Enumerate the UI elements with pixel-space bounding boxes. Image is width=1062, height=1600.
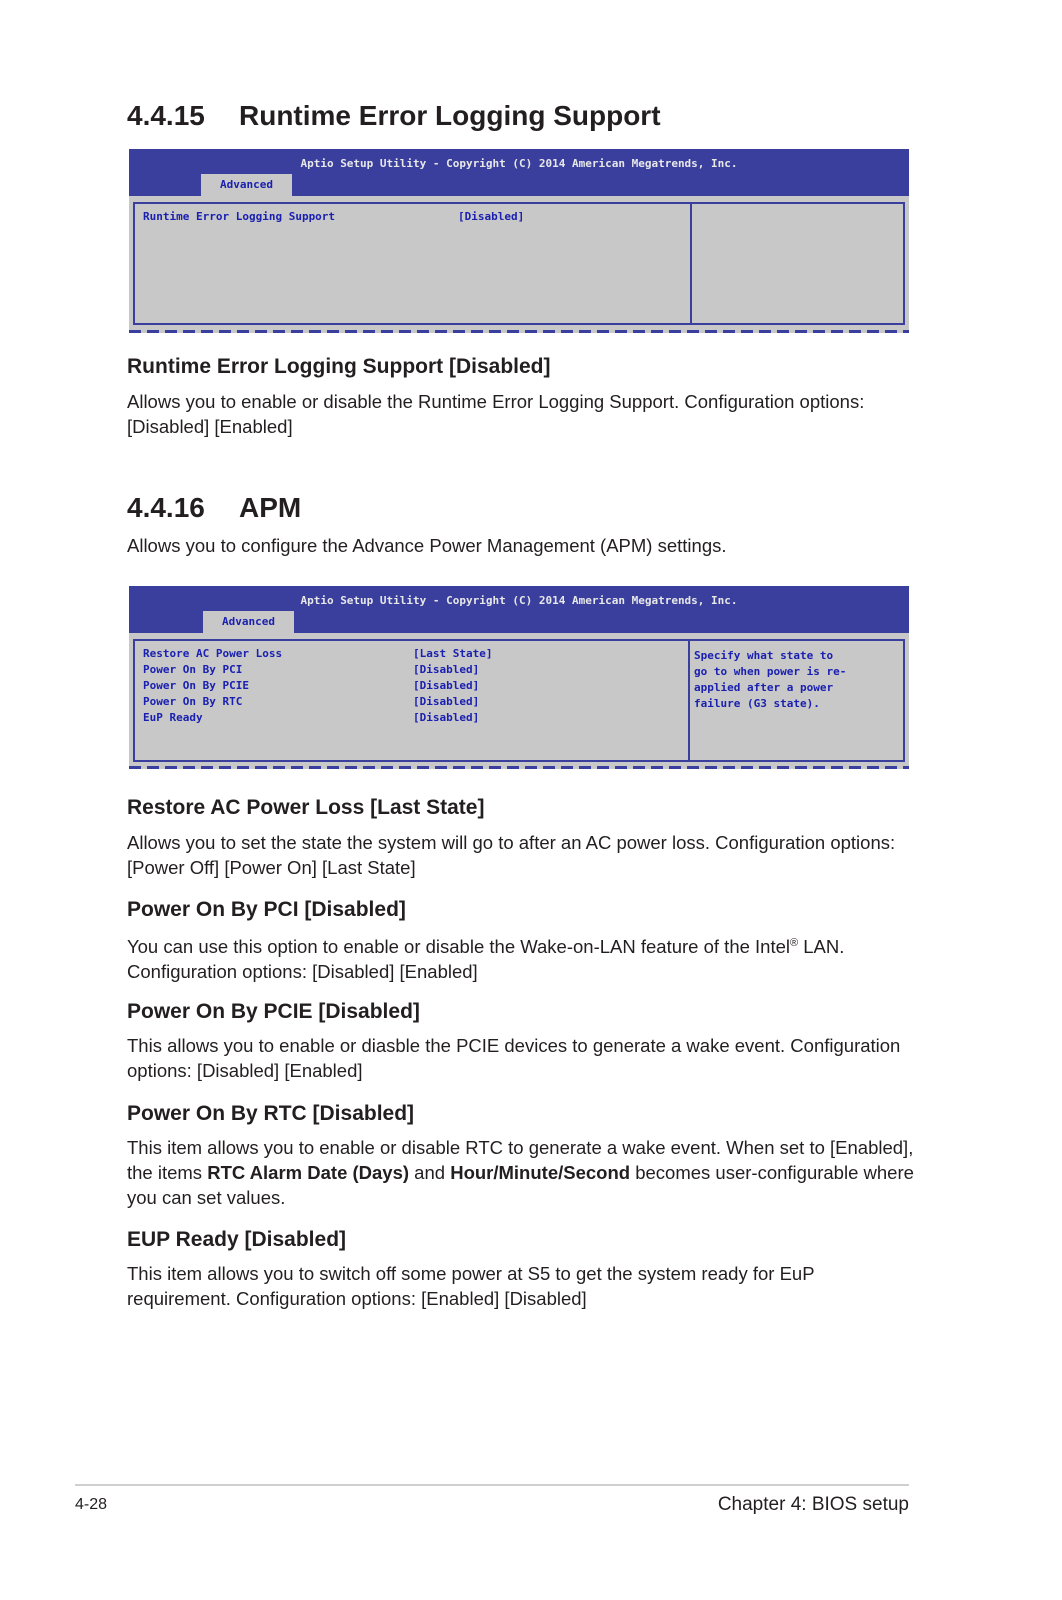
section-title-text: Runtime Error Logging Support [239,100,661,131]
bios-title-bar [129,586,909,633]
bios-bottom-dashed-border [129,766,909,769]
section-number: 4.4.15 [127,100,205,131]
bios-settings-frame [133,639,905,762]
apm-intro: Allows you to configure the Advance Power Management (APM) settings. [127,535,727,556]
bios-setting-eup-ready[interactable] [143,710,480,726]
bios-setting-runtime-error-logging[interactable] [143,209,525,225]
desc-power-on-by-rtc [127,1135,917,1210]
desc-runtime-error-logging: Allows you to enable or disable the Runtime Error Logging Support. Configuration options: [Disabled] [Enabled] [127,391,865,437]
section-4-4-16-title [127,492,301,524]
setting-label: Runtime Error Logging Support [143,210,336,223]
desc-text: LAN. Configuration options: [Disabled] [Enabled] [127,936,845,983]
chapter-label: Chapter 4: BIOS setup [717,1494,909,1515]
desc-text: becomes user-configurable where you can set values. [127,1162,914,1208]
bios-setting-power-on-by-rtc[interactable] [143,694,480,710]
bios-setting-power-on-by-pci[interactable] [143,662,480,678]
heading-power-on-by-pcie: Power On By PCIE [Disabled] [127,1000,420,1023]
bios-copyright: Aptio Setup Utility - Copyright (C) 2014 American Megatrends, Inc. [300,594,738,607]
setting-label: Power On By RTC [143,695,243,708]
bios-title-bar [129,149,909,196]
setting-value[interactable]: [Disabled] [413,679,480,692]
section-number: 4.4.16 [127,492,205,523]
desc-restore-ac-power-loss: Allows you to set the state the system will go to after an AC power loss. Configuration options: [Power Off] [Power On] [Last State] [127,832,896,878]
setting-value[interactable]: [Disabled] [413,695,480,708]
bios-bottom-dashed-border [129,330,909,333]
tab-advanced[interactable]: Advanced [203,611,294,633]
bios-copyright: Aptio Setup Utility - Copyright (C) 2014 American Megatrends, Inc. [300,157,738,170]
heading-restore-ac-power-loss: Restore AC Power Loss [Last State] [127,796,485,819]
desc-power-on-by-pci [127,931,917,984]
setting-value[interactable]: [Last State] [413,647,493,660]
setting-label: Restore AC Power Loss [143,647,283,660]
bios-setting-restore-ac-power-loss[interactable] [143,646,493,662]
desc-text: You can use this option to enable or disable the Wake-on-LAN feature of the Intel [127,936,791,958]
setting-label: EuP Ready [143,711,203,724]
section-title-text: APM [239,492,302,523]
bios-setting-power-on-by-pcie[interactable] [143,678,480,694]
section-4-4-15-title [127,100,661,132]
setting-value[interactable]: [Disabled] [413,711,480,724]
setting-label: Power On By PCI [143,663,243,676]
heading-power-on-by-rtc: Power On By RTC [Disabled] [127,1102,415,1125]
tab-advanced[interactable]: Advanced [201,174,292,196]
bios-help-line: applied after a power [694,681,834,694]
bios-help-line: go to when power is re- [694,665,847,678]
heading-power-on-by-pci: Power On By PCI [Disabled] [127,898,406,921]
desc-text: This item allows you to enable or disable RTC to generate a wake event. When set to [Enabled], the items [127,1137,914,1183]
setting-value[interactable]: [Disabled] [413,663,480,676]
desc-eup-ready: This item allows you to switch off some power at S5 to get the system ready for EuP requirement. Configuration options: [Enabled] [Disabled] [127,1263,815,1309]
setting-value[interactable]: [Disabled] [458,210,525,223]
bold-term: RTC Alarm Date (Days) [207,1162,410,1183]
desc-power-on-by-pcie: This allows you to enable or diasble the PCIE devices to generate a wake event. Configuration options: [Disabled] [Enabled] [127,1035,901,1081]
heading-runtime-error-logging: Runtime Error Logging Support [Disabled] [127,355,551,378]
page-number: 4-28 [75,1496,108,1513]
bios-screen-runtime-error [129,149,909,333]
footer-rule [75,1484,909,1486]
desc-text: and [409,1162,451,1183]
bios-help-line: Specify what state to [694,649,834,662]
registered-mark: ® [790,937,799,949]
bios-panel-divider [690,204,692,323]
setting-label: Power On By PCIE [143,679,249,692]
bios-help-line: failure (G3 state). [694,697,820,710]
bold-term: Hour/Minute/Second [450,1162,631,1183]
bios-settings-frame [133,202,905,325]
heading-eup-ready: EUP Ready [Disabled] [127,1228,347,1251]
bios-screen-apm [129,586,909,769]
bios-panel-divider [688,641,690,760]
